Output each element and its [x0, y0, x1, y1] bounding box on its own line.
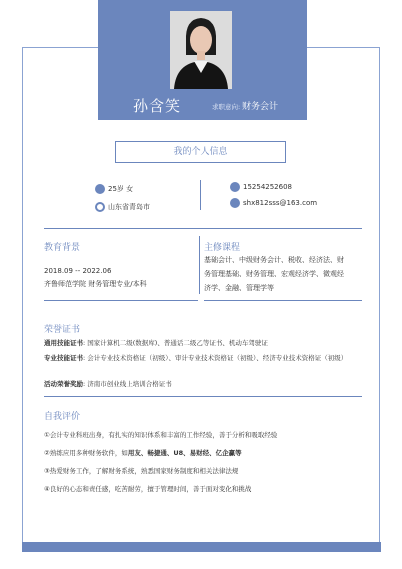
self-eval-item-3: ③热爱财务工作，了解财务系统，熟悉国家财务制度和相关法律法规 [44, 467, 239, 475]
education-underline [44, 300, 198, 301]
education-period: 2018.09 -- 2022.06 [44, 267, 112, 275]
phone-item [230, 182, 292, 192]
location-icon [95, 202, 105, 212]
email-item [230, 198, 317, 208]
profile-photo [170, 11, 232, 89]
job-intent-value: 财务会计 [242, 102, 279, 112]
honor-general [44, 338, 362, 349]
edu-course-divider [199, 236, 200, 294]
courses-line-3: 济学、金融、管理学等 [204, 284, 274, 292]
education-title: 教育背景 [44, 243, 81, 253]
location-item [95, 202, 150, 212]
email-text: shx812sss@163.com [243, 199, 318, 207]
courses-underline [204, 300, 362, 301]
location-text: 山东省青岛市 [108, 203, 150, 211]
email-icon [230, 198, 240, 208]
person-icon [95, 184, 105, 194]
self-eval-item-4: ④良好的心态和责任感，吃苦耐劳，擅于管理时间，善于面对变化和挑战 [44, 485, 252, 493]
honor-activity-label: 活动荣誉奖励 [44, 380, 83, 388]
honors-underline [44, 396, 362, 397]
job-intent-label: 求职意向: [212, 103, 241, 111]
education-school: 齐鲁师范学院 财务管理专业/本科 [44, 280, 147, 288]
honor-professional [44, 353, 362, 364]
contact-divider [200, 180, 201, 210]
age-gender-item [95, 184, 133, 194]
candidate-name: 孙含笑 [133, 97, 182, 115]
age-gender-text: 25岁 女 [108, 185, 134, 193]
honor-professional-label: 专业技能证书 [44, 354, 83, 362]
footer-band [22, 542, 381, 552]
self-eval-item-2 [44, 448, 242, 457]
courses-line-1: 基础会计、中级财务会计、税收、经济法、财 [204, 256, 344, 264]
self-eval-item-2-software: 用友、畅捷通、U8、易财经、亿企赢等 [127, 449, 242, 457]
honor-professional-text: : 会计专业技术资格证（初级）、审计专业技术资格证（初级）、经济专业技术资格证（初级） [83, 354, 348, 362]
honor-general-text: : 国家计算机二级(数据库)、普通话二级乙等证书、机动车驾驶证 [83, 339, 268, 347]
self-eval-title: 自我评价 [44, 412, 81, 422]
self-eval-item-1: ①会计专业科班出身，有扎实的知识体系和丰富的工作经验，善于分析和吸取经验 [44, 431, 278, 439]
self-eval-item-2-text: ②熟练应用多种财务软件，如 [44, 449, 128, 457]
honors-title: 荣誉证书 [44, 325, 81, 335]
phone-text: 15254252608 [243, 183, 292, 191]
honor-activity-text: : 济南市创业线上培训合格证书 [83, 380, 172, 388]
personal-info-title: 我的个人信息 [115, 141, 286, 163]
section-divider [44, 228, 362, 229]
honor-general-label: 通用技能证书 [44, 339, 83, 347]
honor-activity [44, 379, 362, 390]
courses-line-2: 务管理基础、财务管理、宏观经济学、微观经 [204, 270, 344, 278]
courses-title: 主修课程 [204, 243, 241, 253]
phone-icon [230, 182, 240, 192]
